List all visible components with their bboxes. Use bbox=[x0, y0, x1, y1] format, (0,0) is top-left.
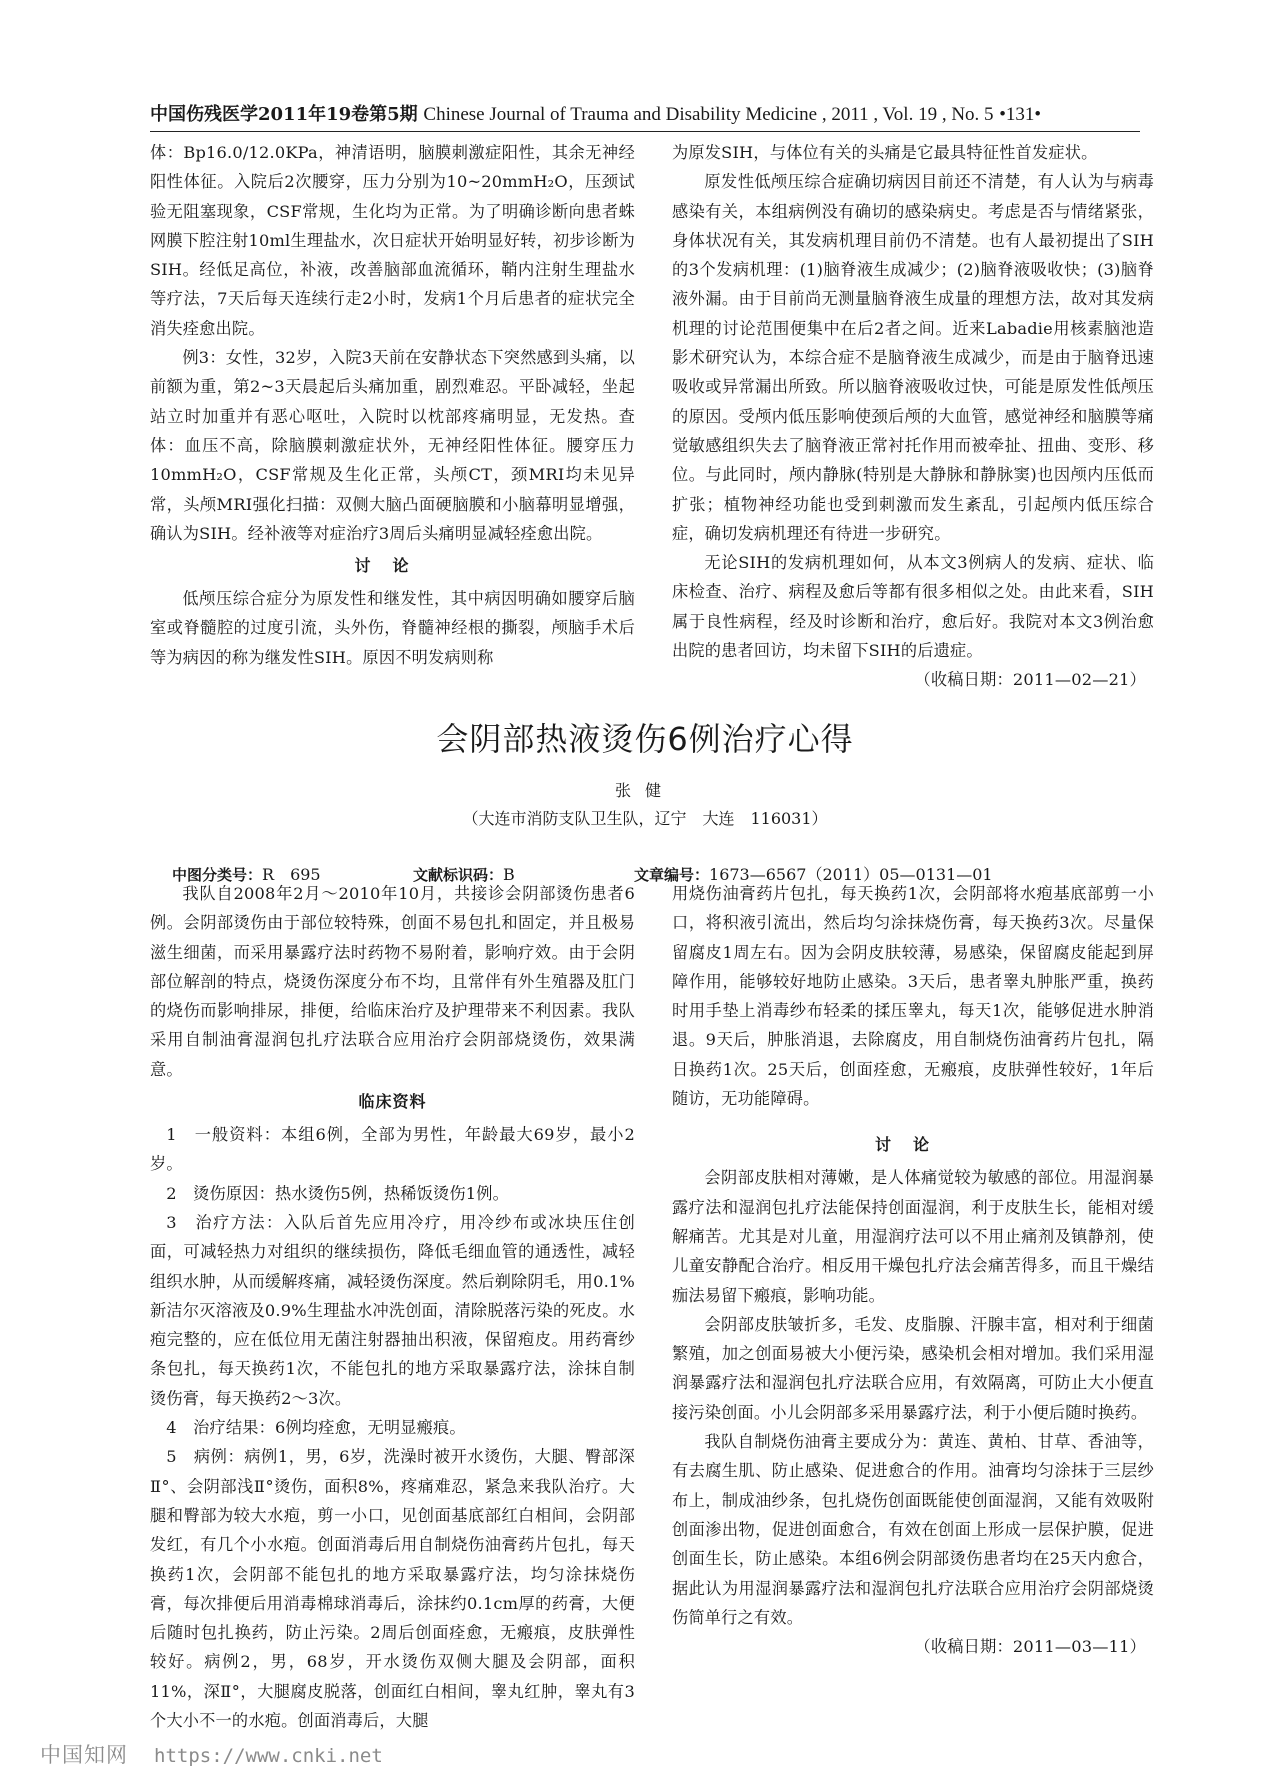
article-right-column bbox=[672, 879, 1154, 1661]
clinical-item: 2 烫伤原因：热水烫伤5例，热稀饭烫伤1例。 bbox=[166, 1183, 510, 1203]
prev-paragraph: 为原发SIH，与体位有关的头痛是它最具特征性首发症状。 bbox=[672, 143, 1098, 162]
prev-received-date: （收稿日期：2011—02—21） bbox=[914, 670, 1146, 690]
article-intro: 我队自2008年2月～2010年10月，共接诊会阴部烫伤患者6例。会阴部烫伤由于部位较特殊，创面不易包扎和固定，并且极易滋生细菌，而采用暴露疗法时药物不易附着，影响疗效。由于会阴部位解剖的特点，烧烫伤深度分布不均，且常伴有外生殖器及肛门的烧伤而影响排尿，排便，给临床治疗及护理带来不利因素。我队采用自制油膏湿润包扎疗法联合应用治疗会阴部烧烫伤，效果满意。 bbox=[150, 884, 635, 1079]
received-date: （收稿日期：2011—03—11） bbox=[914, 1637, 1146, 1657]
prev-paragraph: 原发性低颅压综合症确切病因目前还不清楚，有人认为与病毒感染有关，本组病例没有确切的感染病史。考虑是否与情绪紧张，身体状况有关，其发病机理目前仍不清楚。也有人最初提出了SIH的3个发病机理：(1)脑脊液生成减少；(2)脑脊液吸收快；(3)脑脊液外漏。由于目前尚无测量脑脊液生成量的理想方法，故对其发病机理的讨论范围便集中在后2者之间。近来Labadie用核素脑池造影术研究认为，本综合症不是脑脊液生成减少，而是由于脑脊迅速吸收或异常漏出所致。所以脑脊液吸收过快，可能是原发性低颅压的原因。受颅内低压影响使颈后颅的大血管，感觉神经和脑膜等痛觉敏感组织失去了脑脊液正常衬托作用而被牵扯、扭曲、变形、移位。与此同时，颅内静脉(特别是大静脉和静脉窦)也因颅内压低而扩张；植物神经功能也受到刺激而发生紊乱，引起颅内低压综合症，确切发病机理还有待进一步研究。 bbox=[672, 172, 1154, 543]
prev-article-left-column bbox=[150, 138, 635, 672]
header-rule bbox=[150, 131, 1140, 132]
article-id-value: 1673—6567（2011）05—0131—01 bbox=[709, 865, 993, 884]
article-author: 张健 bbox=[614, 781, 675, 800]
discussion-paragraph: 会阴部皮肤相对薄嫩，是人体痛觉较为敏感的部位。用湿润暴露疗法和湿润包扎疗法能保持创面湿润，利于皮肤生长，能相对缓解痛苦。尤其是对儿童，用湿润疗法可以不用止痛剂及镇静剂，使儿童安静配合治疗。相反用干燥包扎疗法会痛苦得多，而且干燥结痂法易留下瘢痕，影响功能。 bbox=[672, 1168, 1154, 1305]
clinical-item: 1 一般资料：本组6例，全部为男性，年龄最大69岁，最小2岁。 bbox=[150, 1125, 635, 1174]
discussion-paragraph: 会阴部皮肤皱折多，毛发、皮脂腺、汗腺丰富，相对利于细菌繁殖，加之创面易被大小便污染，感染机会相对增加。我们采用湿润暴露疗法和湿润包扎疗法联合应用，有效隔离，可防止大小便直接污染创面。小儿会阴部多采用暴露疗法，利于小便后随时换药。 bbox=[672, 1314, 1154, 1422]
prev-paragraph: 例3：女性，32岁，入院3天前在安静状态下突然感到头痛，以前额为重，第2~3天晨起后头痛加重，剧烈难忍。平卧减轻，坐起站立时加重并有恶心呕吐，入院时以枕部疼痛明显，无发热。查体：血压不高，除脑膜刺激症状外，无神经阳性体征。腰穿压力10mmH₂O，CSF常规及生化正常，头颅CT，颈MRI均未见异常，头颅MRI强化扫描：双侧大脑凸面硬脑膜和小脑幕明显增强，确认为SIH。经补液等对症治疗3周后头痛明显减轻痊愈出院。 bbox=[150, 348, 635, 543]
running-header bbox=[150, 100, 1140, 130]
doc-code-label: 文献标识码： bbox=[413, 866, 504, 884]
clinical-item: 5 病例：病例1，男，6岁，洗澡时被开水烫伤，大腿、臀部深Ⅱ°、会阴部浅Ⅱ°烫伤，面积8%，疼痛难忍，紧急来我队治疗。大腿和臀部为较大水疱，剪一小口，见创面基底部红白相间，会阴部发红，有几个小水疱。创面消毒后用自制烧伤油膏药片包扎，每天换药1次，会阴部不能包扎的地方采取暴露疗法，均匀涂抹烧伤膏，每次排便后用消毒棉球消毒后，涂抹约0.1cm厚的药膏，大便后随时包扎换药，防止污染。2周后创面痊愈，无瘢痕，皮肤弹性较好。病例2，男，68岁，开水烫伤双侧大腿及会阴部，面积11%，深Ⅱ°，大腿腐皮脱落，创面红白相间，睾丸红肿，睾丸有3个大小不一的水疱。创面消毒后，大腿 bbox=[150, 1447, 635, 1731]
prev-paragraph: 无论SIH的发病机理如何，从本文3例病人的发病、症状、临床检查、治疗、病程及愈后等都有很多相似之处。由此来看，SIH属于良性病程，经及时诊断和治疗，愈后好。我院对本文3例治愈出院的患者回访，均未留下SIH的后遗症。 bbox=[672, 553, 1154, 661]
cnki-logo: 中国知网 bbox=[40, 1743, 128, 1767]
clinical-item: 4 治疗结果：6例均痊愈，无明显瘢痕。 bbox=[166, 1418, 466, 1438]
prev-discussion-heading: 讨论 bbox=[354, 556, 431, 576]
doc-code-value: B bbox=[503, 865, 515, 884]
prev-article-right-column bbox=[672, 138, 1154, 695]
journal-name-cn: 中国伤残医学2011年19卷第5期 bbox=[150, 104, 418, 125]
prev-paragraph: 体：Bp16.0/12.0KPa，神清语明，脑膜刺激症阳性，其余无神经阳性体征。入院后2次腰穿，压力分别为10~20mmH₂O，压颈试验无阻塞现象，CSF常规，生化均为正常。为了明确诊断向患者蛛网膜下腔注射10ml生理盐水，次日症状开始明显好转，初步诊断为SIH。经低足高位，补液，改善脑部血流循环，鞘内注射生理盐水等疗法，7天后每天连续行走2小时，发病1个月后患者的症状完全消失痊愈出院。 bbox=[150, 143, 635, 338]
discussion-heading: 讨论 bbox=[874, 1135, 951, 1155]
cnki-url: https://www.cnki.net bbox=[154, 1745, 383, 1767]
clinical-data-heading: 临床资料 bbox=[358, 1092, 427, 1112]
case-continuation: 用烧伤油膏药片包扎，每天换药1次，会阴部将水疱基底部剪一小口，将积液引流出，然后均匀涂抹烧伤膏，每天换药3次。尽量保留腐皮1周左右。因为会阴皮肤较薄，易感染，保留腐皮能起到屏障作用，能够较好地防止感染。3天后，患者睾丸肿胀严重，换药时用手垫上消毒纱布轻柔的揉压睾丸，每天1次，能够促进水肿消退。9天后，肿胀消退，去除腐皮，用自制烧伤油膏药片包扎，隔日换药1次。25天后，创面痊愈，无瘢痕，皮肤弹性较好，1年后随访，无功能障碍。 bbox=[672, 884, 1154, 1109]
article-title: 会阴部热液烫伤6例治疗心得 bbox=[436, 720, 854, 758]
article-affiliation: （大连市消防支队卫生队，辽宁 大连 116031） bbox=[462, 809, 828, 828]
cnki-watermark bbox=[40, 1738, 383, 1772]
page-number: •131• bbox=[999, 104, 1042, 125]
article-left-column bbox=[150, 879, 635, 1735]
discussion-paragraph: 我队自制烧伤油膏主要成分为：黄连、黄柏、甘草、香油等，有去腐生肌、防止感染、促进愈合的作用。油膏均匀涂抹于三层纱布上，制成油纱条，包扎烧伤创面既能使创面湿润，又能有效吸附创面渗出物，促进创面愈合，有效在创面上形成一层保护膜，促进创面生长，防止感染。本组6例会阴部烫伤患者均在25天内愈合，据此认为用湿润暴露疗法和湿润包扎疗法联合应用治疗会阴部烧烫伤简单行之有效。 bbox=[672, 1432, 1154, 1627]
article-id-label: 文章编号： bbox=[634, 866, 710, 884]
clc-value: R 695 bbox=[262, 865, 321, 884]
clinical-item: 3 治疗方法：入队后首先应用冷疗，用冷纱布或冰块压住创面，可减轻热力对组织的继续损伤，降低毛细血管的通透性，减轻组织水肿，从而缓解疼痛，减轻烫伤深度。然后剃除阴毛，用0.1%新洁尔灭溶液及0.9%生理盐水冲洗创面，清除脱落污染的死皮。水疱完整的，应在低位用无菌注射器抽出积液，保留疱皮。用药膏纱条包扎，每天换药1次，不能包扎的地方采取暴露疗法，涂抹自制烫伤膏，每天换药2～3次。 bbox=[150, 1212, 635, 1408]
prev-paragraph: 低颅压综合症分为原发性和继发性，其中病因明确如腰穿后脑室或脊髓腔的过度引流，头外伤，脊髓神经根的撕裂，颅脑手术后等为病因的称为继发性SIH。原因不明发病则称 bbox=[150, 589, 635, 667]
clc-label: 中图分类号： bbox=[172, 866, 263, 884]
journal-name-en: Chinese Journal of Trauma and Disability Medicine , 2011 , Vol. 19 , No. 5 bbox=[423, 104, 994, 125]
